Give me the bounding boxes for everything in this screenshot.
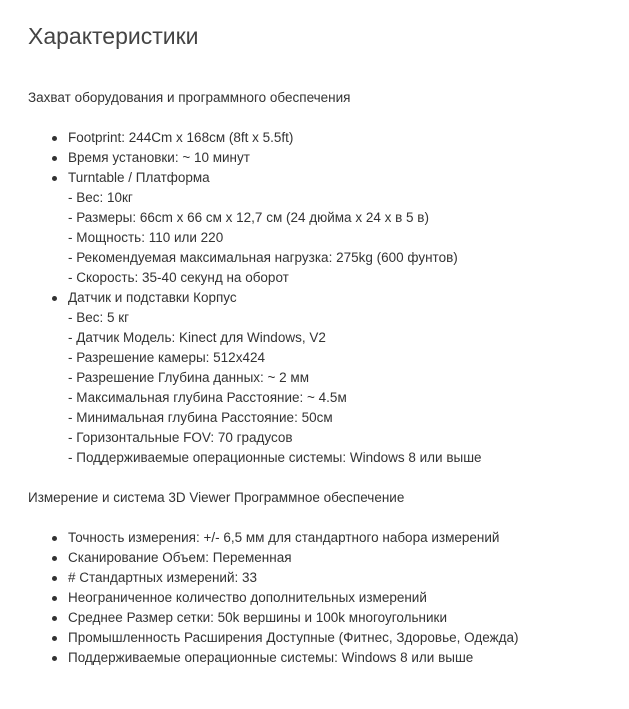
sub-item: - Скорость: 35-40 секунд на оборот [68,270,289,285]
sub-item: - Вес: 5 кг [68,310,130,325]
bullet-icon [52,136,57,141]
list-item-text: Датчик и подставки Корпус [68,290,237,305]
section-heading-hardware: Захват оборудования и программного обеспечения [28,90,351,105]
list-item-text: Время установки: ~ 10 минут [68,150,250,165]
software-spec-list [0,528,519,668]
list-item-text: Промышленность Расширения Доступные (Фитнес, Здоровье, Одежда) [68,630,519,645]
section-heading-software: Измерение и система 3D Viewer Программное обеспечение [28,490,405,505]
list-item-text: Среднее Размер сетки: 50k вершины и 100k многоугольники [68,610,447,625]
list-item [0,168,482,288]
sub-item: - Рекомендуемая максимальная нагрузка: 275kg (600 фунтов) [68,250,458,265]
sub-item: - Датчик Модель: Kinect для Windows, V2 [68,330,326,345]
list-item [0,588,519,608]
list-item-text: Точность измерения: +/- 6,5 мм для стандартного набора измерений [68,530,500,545]
sub-item: - Поддерживаемые операционные системы: Windows 8 или выше [68,450,482,465]
sub-item: - Горизонтальные FOV: 70 градусов [68,430,293,445]
bullet-icon [52,616,57,621]
sub-item: - Минимальная глубина Расстояние: 50см [68,410,333,425]
sub-item: - Размеры: 66cm x 66 см x 12,7 см (24 дюйма x 24 x в 5 в) [68,210,429,225]
bullet-icon [52,556,57,561]
hardware-spec-list [0,128,482,468]
list-item [0,288,482,468]
list-item [0,548,519,568]
page-title: Характеристики [28,23,199,49]
sub-item: - Вес: 10кг [68,190,133,205]
bullet-icon [52,596,57,601]
list-item [0,568,519,588]
list-item [0,128,482,148]
bullet-icon [52,576,57,581]
list-item [0,148,482,168]
bullet-icon [52,176,57,181]
list-item-text: Поддерживаемые операционные системы: Windows 8 или выше [68,650,474,665]
sub-item: - Разрешение Глубина данных: ~ 2 мм [68,370,309,385]
sub-item: - Разрешение камеры: 512x424 [68,350,265,365]
bullet-icon [52,636,57,641]
bullet-icon [52,156,57,161]
list-item-text: Неограниченное количество дополнительных измерений [68,590,427,605]
list-item-text: Turntable / Платформа [68,170,210,185]
sub-item: - Мощность: 110 или 220 [68,230,224,245]
bullet-icon [52,296,57,301]
list-item [0,648,519,668]
list-item-text: Сканирование Объем: Переменная [68,550,292,565]
list-item-text: # Стандартных измерений: 33 [68,570,258,585]
list-item [0,608,519,628]
bullet-icon [52,656,57,661]
bullet-icon [52,536,57,541]
sub-item: - Максимальная глубина Расстояние: ~ 4.5м [68,390,347,405]
list-item [0,528,519,548]
list-item-text: Footprint: 244Cm x 168см (8ft x 5.5ft) [68,130,294,145]
list-item [0,628,519,648]
